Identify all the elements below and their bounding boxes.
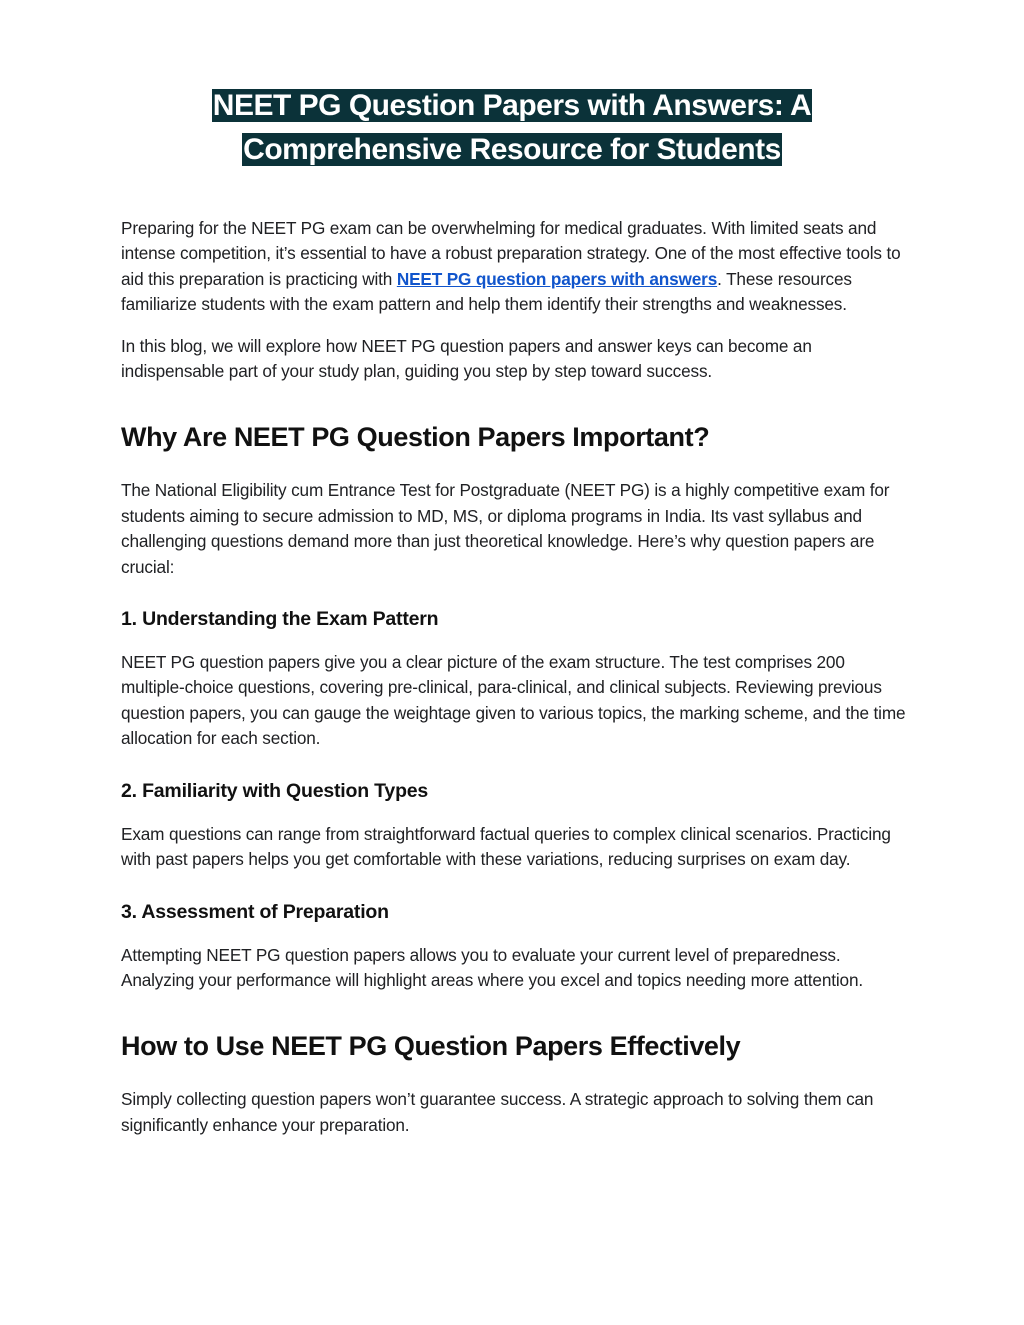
effective-use-paragraph: Simply collecting question papers won’t guarantee success. A strategic approach to solving them can significantly enhance your preparation.: [121, 1089, 874, 1135]
article-body: [121, 216, 911, 1154]
section-heading-importance: Why Are NEET PG Question Papers Important?: [121, 422, 710, 453]
intro-text-after-link: . These resources familiarize students with the exam pattern and help them identify their strengths and weaknesses.: [121, 268, 852, 315]
question-types-paragraph: Exam questions can range from straightforward factual queries to complex clinical scenarios. Practicing with past papers helps you get comfortable with these variations, reducing surprises on exam day.: [121, 823, 891, 870]
exam-pattern-paragraph: NEET PG question papers give you a clear picture of the exam structure. The test comprises 200 multiple-choice questions, covering pre-clinical, para-clinical, and clinical subjects. Reviewing previous question papers, you can gauge the weightage given to various topics, the marking scheme, and the time allocation for each section.: [121, 652, 906, 749]
page-title: [100, 84, 924, 172]
question-papers-link[interactable]: NEET PG question papers with answers: [396, 268, 718, 289]
subheading-assessment: 3. Assessment of Preparation: [121, 900, 389, 923]
title-line-1: NEET PG Question Papers with Answers: A: [212, 89, 812, 122]
subheading-question-types: 2. Familiarity with Question Types: [121, 779, 429, 802]
section-heading-effective-use: How to Use NEET PG Question Papers Effectively: [121, 1031, 741, 1062]
intro-paragraph-2: In this blog, we will explore how NEET PG question papers and answer keys can become an indispensable part of your study plan, guiding you step by step toward success.: [121, 335, 812, 382]
title-line-2: Comprehensive Resource for Students: [243, 133, 781, 166]
subheading-exam-pattern: 1. Understanding the Exam Pattern: [121, 608, 439, 631]
intro-text-before-link: Preparing for the NEET PG exam can be overwhelming for medical graduates. With limited seats and intense competition, it’s essential to have a robust preparation strategy. One of the most effective tools to aid this preparation is practicing with: [121, 218, 901, 289]
importance-intro-paragraph: The National Eligibility cum Entrance Test for Postgraduate (NEET PG) is a highly competitive exam for students aiming to secure admission to MD, MS, or diploma programs in India. Its vast syllabus and challenging questions demand more than just theoretical knowledge. Here’s why question papers are crucial:: [121, 480, 890, 577]
assessment-paragraph: Attempting NEET PG question papers allows you to evaluate your current level of preparedness. Analyzing your performance will highlight areas where you excel and topics needing more attention.: [121, 944, 863, 990]
intro-paragraph-1: [121, 216, 911, 318]
